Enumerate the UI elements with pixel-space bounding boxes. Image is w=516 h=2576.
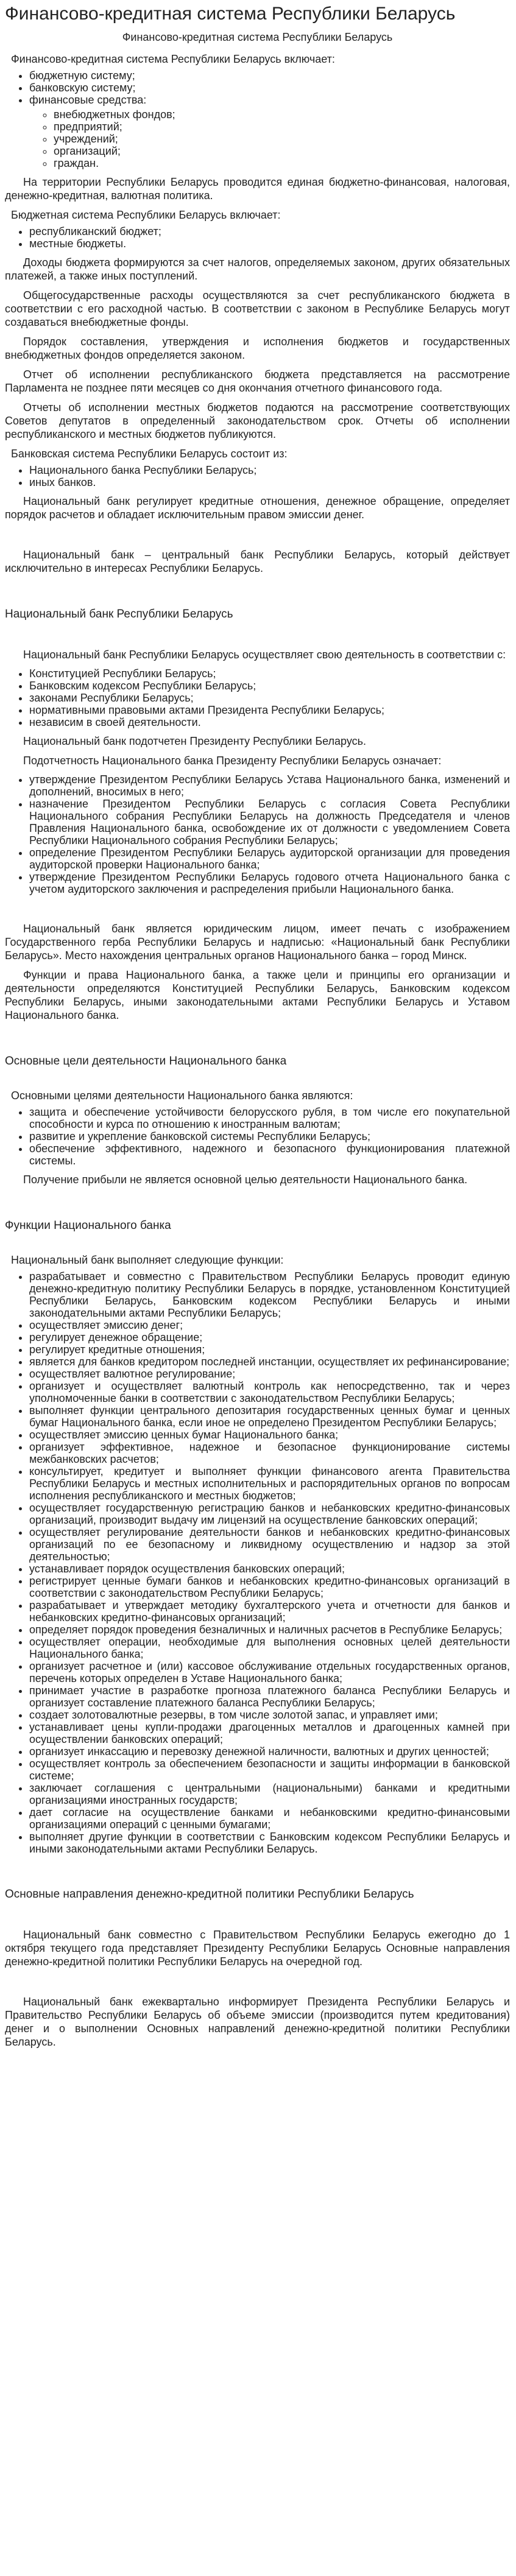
list-item: • дает согласие на осуществление банками и небанковскими кредитно-финансовыми организациями операций с ценными бумагами; bbox=[29, 1806, 510, 1831]
list-item: ◦ граждан. bbox=[54, 157, 510, 169]
list-item: • разрабатывает и совместно с Правительством Республики Беларусь проводит единую денежно-кредитную политику Республики Беларусь в порядке, установленном Конституцией Республики Беларусь, Банковским кодексом Республики Беларусь и иными законодательными актами Республики Беларусь; bbox=[29, 1270, 510, 1319]
subtitle: Финансово-кредитная система Республики Беларусь bbox=[122, 31, 393, 43]
paragraph: Отчет об исполнении республиканского бюджета представляется на рассмотрение Парламента не позднее пяти месяцев со дня окончания отчетного финансового года. bbox=[5, 368, 510, 394]
section-heading-policy: Основные направления денежно-кредитной политики Республики Беларусь bbox=[5, 1888, 414, 1901]
list-item: • организует эффективное, надежное и безопасное функционирование системы межбанковских расчетов; bbox=[29, 1441, 510, 1465]
list-item: • развитие и укрепление банковской системы Республики Беларусь; bbox=[29, 1130, 510, 1142]
list-item: • регулирует денежное обращение; bbox=[29, 1331, 510, 1343]
list-item: • определяет порядок проведения безналичных и наличных расчетов в Республике Беларусь; bbox=[29, 1624, 510, 1636]
list-item: • регистрирует ценные бумаги банков и небанковских кредитно-финансовых организаций в соответствии с законодательством Республики Беларусь; bbox=[29, 1575, 510, 1599]
list-item: • является для банков кредитором последней инстанции, осуществляет их рефинансирование; bbox=[29, 1356, 510, 1368]
paragraph: Национальный банк – центральный банк Республики Беларусь, который действует исключительно в интересах Республики Беларусь. bbox=[5, 549, 510, 574]
paragraph: Получение прибыли не является основной целью деятельности Национального банка. bbox=[23, 1174, 468, 1186]
paragraph: Национальный банк является юридическим лицом, имеет печать с изображением Государственного герба Республики Беларусь и надписью: «Национальный банк Республики Беларусь». Место нахождения центральных органов Национального банка – город Минск. bbox=[5, 923, 510, 962]
paragraph: Порядок составления, утверждения и исполнения бюджетов и государственных внебюджетных фондов определяется законом. bbox=[5, 336, 510, 361]
list-item: • консультирует, кредитует и выполняет функции финансового агента Правительства Республики Беларусь и местных исполнительных и распорядительных органов по вопросам исполнения республиканского и местных бюджетов; bbox=[29, 1465, 510, 1502]
list-item: • выполняет функции центрального депозитария государственных ценных бумаг и ценных бумаг Национального банка, если иное не определено Президентом Республики Беларусь; bbox=[29, 1404, 510, 1429]
list-item: • осуществляет валютное регулирование; bbox=[29, 1368, 510, 1380]
list-item: • организует расчетное и (или) кассовое обслуживание отдельных государственных органов, перечень которых определен в Уставе Национального банка; bbox=[29, 1660, 510, 1684]
list-item: • нормативными правовыми актами Президента Республики Беларусь; bbox=[29, 704, 510, 716]
list-item: ◦ организаций; bbox=[54, 145, 510, 157]
list-item: • республиканский бюджет; bbox=[29, 225, 510, 238]
list-item: • банковскую систему; bbox=[29, 82, 510, 94]
report-list bbox=[5, 773, 510, 895]
paragraph: Национальный банк совместно с Правительством Республики Беларусь ежегодно до 1 октября текущего года представляет Президенту Республики Беларусь Основные направления денежно-кредитной политики Республики Беларусь на очередной год. bbox=[5, 1929, 510, 1968]
func-list bbox=[5, 1270, 510, 1855]
paragraph: Национальный банк ежеквартально информирует Президента Республики Беларусь и Правительство Республики Беларусь об объеме эмиссии (производится путем кредитования) денег и о выполнении Основных направлений денежно-кредитной политики Республики Беларусь. bbox=[5, 1996, 510, 2048]
list-item: • бюджетную систему; bbox=[29, 69, 510, 82]
list-item: ◦ предприятий; bbox=[54, 121, 510, 133]
list-item: • утверждение Президентом Республики Беларусь годового отчета Национального банка с учетом аудиторского заключения и распределения прибыли Национального банка. bbox=[29, 871, 510, 895]
list-item: • финансовые средства: ◦ внебюджетных фондов; ◦ предприятий; ◦ учреждений; ◦ организаций; ◦ граждан. bbox=[29, 94, 510, 169]
section-heading-nb: Национальный банк Республики Беларусь bbox=[5, 608, 233, 621]
list-item: • выполняет другие функции в соответствии с Банковским кодексом Республики Беларусь и иными законодательными актами Республики Беларусь. bbox=[29, 1831, 510, 1855]
list-item: • организует и осуществляет валютный контроль как непосредственно, так и через уполномоченные банки в соответствии с законодательством Республики Беларусь; bbox=[29, 1380, 510, 1404]
goals-intro: Основными целями деятельности Национального банка являются: bbox=[11, 1089, 353, 1102]
paragraph: Доходы бюджета формируются за счет налогов, определяемых законом, других обязательных платежей, а также иных поступлений. bbox=[5, 256, 510, 282]
list-item: • защита и обеспечение устойчивости белорусского рубля, в том числе его покупательной способности и курса по отношению к иностранным валютам; bbox=[29, 1106, 510, 1130]
budget-intro: Бюджетная система Республики Беларусь включает: bbox=[11, 209, 281, 221]
list-item: • законами Республики Беларусь; bbox=[29, 692, 510, 704]
list-item: • осуществляет эмиссию ценных бумаг Национального банка; bbox=[29, 1429, 510, 1441]
list-item: • Конституцией Республики Беларусь; bbox=[29, 667, 510, 680]
list-item: • определение Президентом Республики Беларусь аудиторской организации для проведения аудиторской проверки Национального банка; bbox=[29, 846, 510, 871]
law-list bbox=[5, 667, 510, 728]
list-item: • осуществляет контроль за обеспечением безопасности и защиты информации в банковской системе; bbox=[29, 1758, 510, 1782]
bank-list bbox=[5, 464, 510, 488]
list-item: • создает золотовалютные резервы, в том числе золотой запас, и управляет ими; bbox=[29, 1709, 510, 1721]
paragraph: На территории Республики Беларусь проводится единая бюджетно-финансовая, налоговая, денежно-кредитная, валютная политика. bbox=[5, 176, 510, 202]
list-item: ◦ внебюджетных фондов; bbox=[54, 108, 510, 121]
list-item: • регулирует кредитные отношения; bbox=[29, 1343, 510, 1356]
fin-sub-list bbox=[29, 108, 510, 169]
func-intro: Национальный банк выполняет следующие функции: bbox=[11, 1254, 284, 1266]
list-item: • утверждение Президентом Республики Беларусь Устава Национального банка, изменений и дополнений, вносимых в него; bbox=[29, 773, 510, 798]
list-item: • местные бюджеты. bbox=[29, 238, 510, 250]
list-item: • назначение Президентом Республики Беларусь с согласия Совета Республики Национального собрания Республики Беларусь на должность Председателя и членов Правления Национального банка, освобождение их от должности с уведомлением Совета Республики Национального собрания Республики Беларусь; bbox=[29, 798, 510, 846]
list-item: • устанавливает цены купли-продажи драгоценных металлов и драгоценных камней при осуществлении банковских операций; bbox=[29, 1721, 510, 1745]
document-page bbox=[0, 4, 516, 2049]
list-item: ◦ учреждений; bbox=[54, 133, 510, 145]
paragraph: Национальный банк регулирует кредитные отношения, денежное обращение, определяет порядок расчетов и обладает исключительным правом эмиссии денег. bbox=[5, 495, 510, 521]
section-heading-functions: Функции Национального банка bbox=[5, 1219, 171, 1232]
paragraph: Национальный банк Республики Беларусь осуществляет свою деятельность в соответствии с: bbox=[23, 649, 506, 661]
list-item: • устанавливает порядок осуществления банковских операций; bbox=[29, 1563, 510, 1575]
goals-list bbox=[5, 1106, 510, 1167]
list-item: • заключает соглашения с центральными (национальными) банками и кредитными организациями иностранных государств; bbox=[29, 1782, 510, 1806]
paragraph: Функции и права Национального банка, а также цели и принципы его организации и деятельности определяются Конституцией Республики Беларусь, Банковским кодексом Республики Беларусь, иными законодательными актами Республики Беларусь и Уставом Национального банка. bbox=[5, 969, 510, 1021]
list-item: • осуществляет регулирование деятельности банков и небанковских кредитно-финансовых организаций по ее безопасному и ликвидному осуществлению и надзор за этой деятельностью; bbox=[29, 1526, 510, 1563]
list-item: • обеспечение эффективного, надежного и безопасного функционирования платежной системы. bbox=[29, 1142, 510, 1167]
list-item: • независим в своей деятельности. bbox=[29, 716, 510, 728]
list-item: • Банковским кодексом Республики Беларусь; bbox=[29, 680, 510, 692]
list-item: • принимает участие в разработке прогноза платежного баланса Республики Беларусь и организует составление платежного баланса Республики Беларусь; bbox=[29, 1684, 510, 1709]
list-item: • Национального банка Республики Беларусь; bbox=[29, 464, 510, 476]
section-heading-goals: Основные цели деятельности Национального банка bbox=[5, 1055, 287, 1068]
paragraph: Отчеты об исполнении местных бюджетов подаются на рассмотрение соответствующих Советов депутатов в определенный законодательством срок. Отчеты об исполнении республиканского и местных бюджетов публикуются. bbox=[5, 401, 510, 440]
paragraph: Национальный банк подотчетен Президенту Республики Беларусь. bbox=[23, 735, 367, 747]
list-item: • осуществляет эмиссию денег; bbox=[29, 1319, 510, 1331]
list-item: • осуществляет государственную регистрацию банков и небанковских кредитно-финансовых организаций, производит выдачу им лицензий на осуществление банковских операций; bbox=[29, 1502, 510, 1526]
bank-intro: Банковская система Республики Беларусь состоит из: bbox=[11, 448, 288, 460]
list-item: • иных банков. bbox=[29, 476, 510, 488]
paragraph: Общегосударственные расходы осуществляются за счет республиканского бюджета в соответствии с его расходной частью. В соответствии с законом в Республике Беларусь могут создаваться внебюджетные фонды. bbox=[5, 289, 510, 328]
budget-list bbox=[5, 225, 510, 250]
page-title: Финансово-кредитная система Республики Беларусь bbox=[5, 4, 456, 24]
intro-list bbox=[5, 69, 510, 169]
list-item: • организует инкассацию и перевозку денежной наличности, валютных и других ценностей; bbox=[29, 1745, 510, 1758]
paragraph: Подотчетность Национального банка Президенту Республики Беларусь означает: bbox=[23, 755, 442, 767]
intro-text: Финансово-кредитная система Республики Беларусь включает: bbox=[11, 53, 335, 65]
list-item: • осуществляет операции, необходимые для выполнения основных целей деятельности Национального банка; bbox=[29, 1636, 510, 1660]
list-item: • разрабатывает и утверждает методику бухгалтерского учета и отчетности для банков и небанковских кредитно-финансовых организаций; bbox=[29, 1599, 510, 1624]
